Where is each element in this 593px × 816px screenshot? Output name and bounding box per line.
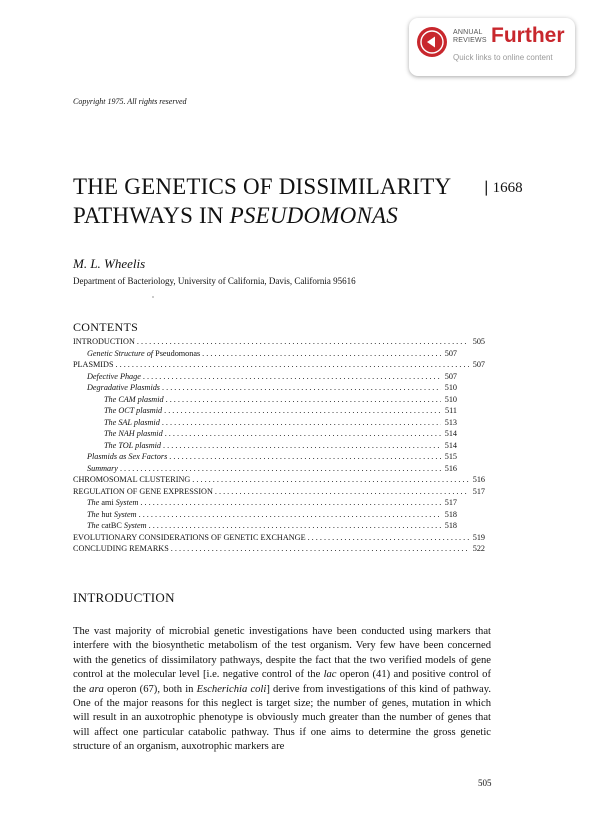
toc-leader-dots xyxy=(165,428,441,440)
title-line-1: THE GENETICS OF DISSIMILARITY xyxy=(73,174,452,199)
toc-entry xyxy=(73,486,485,498)
toc-entry-page: 507 xyxy=(444,348,457,358)
article-id: ❘1668 xyxy=(480,180,523,196)
toc-entry-page: 507 xyxy=(472,360,485,369)
toc-leader-dots xyxy=(308,532,469,544)
author-affiliation: Department of Bacteriology, University of California, Davis, California 95616 xyxy=(73,276,356,286)
toc-leader-dots xyxy=(162,382,441,394)
toc-entry xyxy=(73,509,457,521)
toc-entry-label: Summary xyxy=(87,463,118,473)
toc-entry-label: Defective Phage xyxy=(87,371,141,381)
title-line-2-plain: PATHWAYS IN xyxy=(73,203,230,228)
toc-entry-page: 517 xyxy=(472,486,485,496)
further-links-banner[interactable] xyxy=(409,18,575,76)
toc-entry-label: The catBC System xyxy=(87,521,147,530)
page-number: 505 xyxy=(478,778,492,788)
toc-leader-dots xyxy=(139,509,441,521)
body-italic-run: ara xyxy=(89,683,104,695)
author-name: M. L. Wheelis xyxy=(73,256,146,271)
toc-entry-page: 514 xyxy=(444,429,457,438)
toc-entry-label: INTRODUCTION xyxy=(73,337,135,346)
toc-entry xyxy=(73,532,485,544)
toc-entry xyxy=(73,336,485,348)
toc-entry-page: 513 xyxy=(444,417,457,427)
toc-entry-label: The NAH plasmid xyxy=(104,429,163,438)
toc-leader-dots xyxy=(162,417,441,429)
toc-leader-dots xyxy=(171,543,469,555)
toc-leader-dots xyxy=(192,474,468,486)
toc-leader-dots xyxy=(149,520,441,532)
toc-entry-page: 516 xyxy=(472,475,485,484)
toc-leader-dots xyxy=(163,440,441,452)
toc-entry xyxy=(73,417,457,429)
toc-entry xyxy=(73,359,485,371)
toc-entry xyxy=(73,394,457,406)
toc-entry-label: The hut System xyxy=(87,509,137,519)
section-heading: INTRODUCTION xyxy=(73,590,175,605)
body-italic-run: lac xyxy=(323,669,337,681)
toc-entry xyxy=(73,382,457,394)
body-text-run: The vast majority of microbial genetic investigations have been conducted using markers that interfere with the biosynthetic metabolism of the test organism. Very few have been concerned with the genetics of dissimilatory pathways, despite the fact that the two verified models of gene control at the molecular level [i.e. negative control of the xyxy=(73,626,491,681)
toc-leader-dots xyxy=(120,463,441,475)
toc-entry-page: 517 xyxy=(444,498,457,507)
toc-entry xyxy=(73,371,457,383)
toc-entry xyxy=(73,440,457,452)
body-italic-run: Escherichia coli xyxy=(196,683,267,695)
body-text-run: ] derive from investigations of this kind of pathway. One of the major reasons for this neglect is target size; the number of genes, mutation in which will result in an auxotrophic phenotype is obviously much greater than the number of genes that will affect one particular catabolic pathway. Thus if one aims to determine the gross genetic structure of an organism, auxotrophic markers are xyxy=(73,683,491,753)
toc-entry xyxy=(73,497,457,509)
further-tagline: Quick links to online content xyxy=(453,53,553,62)
toc-leader-dots xyxy=(166,394,441,406)
toc-entry-page: 510 xyxy=(444,394,457,404)
toc-entry-page: 518 xyxy=(444,509,457,519)
annual-reviews-logo-text xyxy=(453,29,487,44)
further-label: Further xyxy=(491,24,565,47)
toc-entry-label: REGULATION OF GENE EXPRESSION xyxy=(73,486,213,496)
toc-entry-label: The OCT plasmid xyxy=(104,406,163,415)
toc-entry-label: CHROMOSOMAL CLUSTERING xyxy=(73,475,191,484)
toc-entry-label: The TOL plasmid xyxy=(104,440,162,450)
toc-entry xyxy=(73,474,485,486)
table-of-contents xyxy=(73,336,493,555)
contents-heading: CONTENTS xyxy=(73,320,139,334)
toc-leader-dots xyxy=(202,348,441,360)
toc-entry-page: 519 xyxy=(472,532,485,542)
body-paragraph xyxy=(73,625,491,755)
toc-entry-label: Plasmids as Sex Factors xyxy=(87,452,168,461)
toc-entry xyxy=(73,348,457,360)
article-title xyxy=(73,172,453,230)
toc-entry-page: 515 xyxy=(444,452,457,461)
toc-entry-label: CONCLUDING REMARKS xyxy=(73,544,169,553)
toc-entry-page: 511 xyxy=(445,406,457,415)
toc-entry xyxy=(73,428,457,440)
toc-entry-page: 522 xyxy=(472,544,485,553)
toc-entry-label: Genetic Structure of Pseudomonas xyxy=(87,348,201,358)
toc-entry-label: Degradative Plasmids xyxy=(87,383,160,392)
toc-leader-dots xyxy=(116,359,469,371)
toc-leader-dots xyxy=(143,371,441,383)
toc-entry-label: EVOLUTIONARY CONSIDERATIONS OF GENETIC EXCHANGE xyxy=(73,532,306,542)
copyright-notice: Copyright 1975. All rights reserved xyxy=(73,97,187,106)
body-text-run: operon (41) and positive control of the xyxy=(73,669,491,695)
toc-entry-label: The CAM plasmid xyxy=(104,394,164,404)
scan-speck xyxy=(152,296,154,298)
toc-leader-dots xyxy=(215,486,469,498)
annual-label: ANNUAL xyxy=(453,29,483,36)
toc-entry-label: PLASMIDS xyxy=(73,360,114,369)
toc-entry-page: 516 xyxy=(444,463,457,473)
toc-entry-page: 507 xyxy=(444,371,457,381)
reviews-label: REVIEWS xyxy=(453,36,487,44)
toc-leader-dots xyxy=(164,405,441,417)
toc-entry xyxy=(73,543,485,555)
title-line-2 xyxy=(73,201,453,230)
toc-entry-label: The SAL plasmid xyxy=(104,417,160,427)
body-text-run: operon (67), both in xyxy=(103,683,197,695)
toc-entry xyxy=(73,520,457,532)
toc-entry-page: 510 xyxy=(444,383,457,392)
toc-entry-label: The ami System xyxy=(87,498,139,507)
toc-leader-dots xyxy=(169,451,440,463)
toc-entry-page: 514 xyxy=(444,440,457,450)
toc-entry-page: 505 xyxy=(472,337,485,346)
toc-entry-page: 518 xyxy=(444,521,457,530)
toc-entry xyxy=(73,451,457,463)
arrow-left-circle-icon xyxy=(417,27,447,57)
toc-leader-dots xyxy=(140,497,440,509)
toc-entry xyxy=(73,405,457,417)
toc-leader-dots xyxy=(137,336,469,348)
title-line-2-italic: PSEUDOMONAS xyxy=(229,203,398,228)
toc-entry xyxy=(73,463,457,475)
